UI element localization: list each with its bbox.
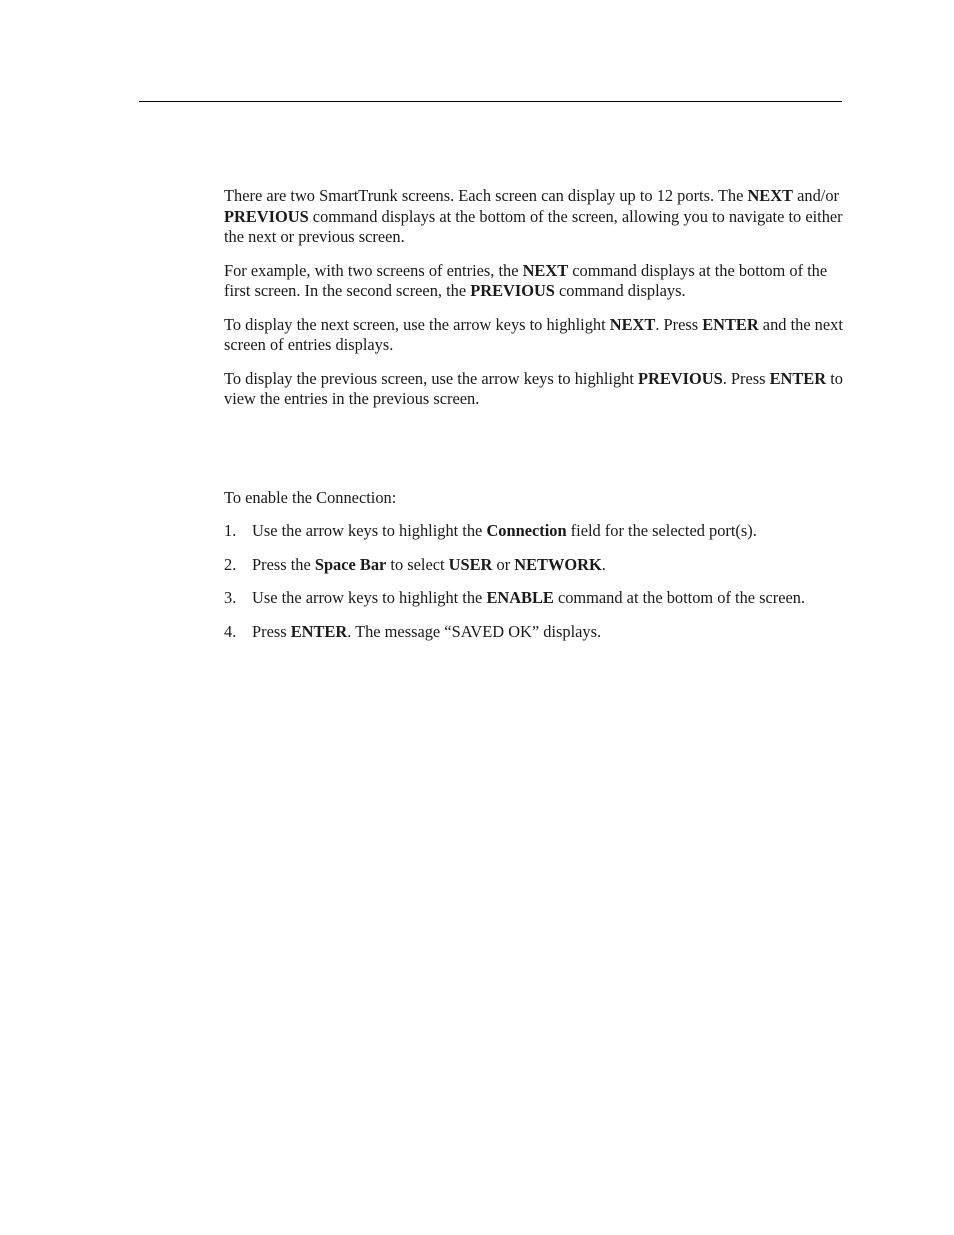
page-body <box>224 186 846 655</box>
bold-term: PREVIOUS <box>224 206 309 226</box>
enable-intro: To enable the Connection: <box>224 487 397 507</box>
bold-term: NEXT <box>609 314 656 334</box>
enable-section <box>224 488 846 643</box>
navigation-section <box>224 186 846 410</box>
step-number: 4. <box>224 621 237 641</box>
bold-term: ENTER <box>290 621 348 641</box>
paragraph-screens-intro: There are two SmartTrunk screens. Each screen can display up to 12 ports. The NEXT and/or PREVIOUS command displays at the bottom of the screen, allowing you to navigate to either the next or previous screen. <box>224 186 843 246</box>
enable-steps-list <box>224 521 846 642</box>
bold-term: PREVIOUS <box>470 281 555 300</box>
bold-term: NETWORK <box>514 554 602 574</box>
list-item <box>224 588 846 609</box>
list-item <box>224 521 846 542</box>
step-text: Use the arrow keys to highlight the ENABLE command at the bottom of the screen. <box>252 588 806 607</box>
bold-term: Connection <box>486 521 567 540</box>
step-text: Press ENTER. The message “SAVED OK” displays. <box>252 621 602 641</box>
bold-term: Space Bar <box>314 554 387 574</box>
list-item <box>224 555 846 576</box>
bold-term: USER <box>448 554 493 574</box>
list-item <box>224 622 846 643</box>
bold-term: NEXT <box>747 186 793 205</box>
bold-term: ENTER <box>769 368 827 388</box>
header-rule <box>139 101 842 102</box>
bold-term: NEXT <box>522 260 569 280</box>
step-number: 2. <box>224 554 237 574</box>
step-text: Use the arrow keys to highlight the Connection field for the selected port(s). <box>252 521 757 540</box>
step-number: 1. <box>224 521 237 540</box>
bold-term: PREVIOUS <box>638 368 723 388</box>
step-text: Press the Space Bar to select USER or NETWORK. <box>252 554 606 574</box>
step-number: 3. <box>224 588 237 607</box>
section-gap <box>224 423 846 488</box>
bold-term: ENTER <box>702 314 759 334</box>
paragraph-next-screen: To display the next screen, use the arrow keys to highlight NEXT. Press ENTER and the next screen of entries displays. <box>224 314 843 354</box>
paragraph-previous-screen: To display the previous screen, use the arrow keys to highlight PREVIOUS. Press ENTER to view the entries in the previous screen. <box>224 368 843 408</box>
bold-term: ENABLE <box>486 588 554 607</box>
paragraph-example: For example, with two screens of entries, the NEXT command displays at the bottom of the first screen. In the second screen, the PREVIOUS command displays. <box>224 260 828 300</box>
